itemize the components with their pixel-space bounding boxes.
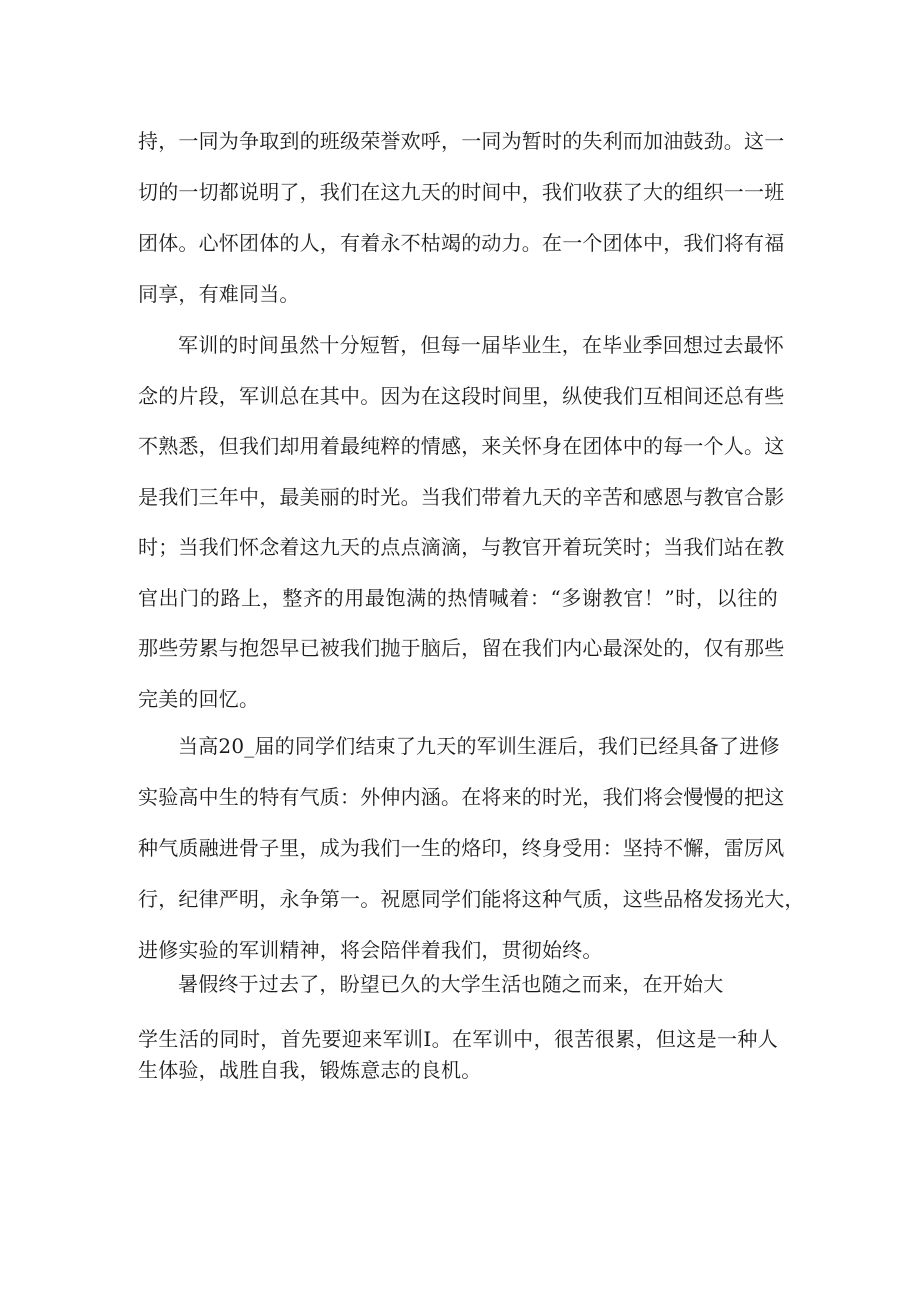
- paragraph-line: 学生活的同时，首先要迎来军训I。在军训中，很苦很累，但这是一种人: [138, 1027, 778, 1051]
- paragraph-line: 同享，有难同当。: [138, 282, 300, 306]
- paragraph-line: 暑假终于过去了，盼望已久的大学生活也随之而来，在开始大: [178, 972, 724, 996]
- paragraph-line: 军训的时间虽然十分短暂，但每一届毕业生，在毕业季回想过去最怀: [178, 333, 784, 357]
- paragraph-1: [138, 129, 785, 335]
- paragraph-line: 种气质融进骨子里，成为我们一生的烙印，终身受用：坚持不懈，雷厉风: [138, 836, 785, 860]
- paragraph-4: [138, 974, 778, 1080]
- paragraph-3: [138, 734, 805, 991]
- paragraph-line: 时；当我们怀念着这九天的点点滴滴，与教官开着玩笑时；当我们站在教: [138, 535, 785, 559]
- paragraph-line: 团体。心怀团体的人，有着永不枯竭的动力。在一个团体中，我们将有福: [138, 231, 785, 255]
- paragraph-line: 切的一切都说明了，我们在这九天的时间中，我们收获了大的组织一一班: [138, 180, 785, 204]
- paragraph-2: [138, 333, 785, 739]
- paragraph-line: 实验高中生的特有气质：外伸内涵。在将来的时光，我们将会慢慢的把这: [138, 785, 785, 809]
- paragraph-line: 持，一同为争取到的班级荣誉欢呼，一同为暂时的失利而加油鼓劲。这一: [138, 129, 785, 153]
- paragraph-line: 当高20_届的同学们结束了九天的军训生涯后，我们已经具备了进修: [178, 734, 780, 758]
- paragraph-line: 行，纪律严明，永争第一。祝愿同学们能将这种气质，这些品格发扬光大，: [138, 887, 805, 911]
- paragraph-line: 进修实验的军训精神，将会陪伴着我们，贯彻始终。: [138, 938, 603, 962]
- paragraph-line: 念的片段，军训总在其中。因为在这段时间里，纵使我们互相间还总有些: [138, 383, 785, 408]
- paragraph-line: 生体验，战胜自我，锻炼意志的良机。: [138, 1058, 482, 1082]
- paragraph-line: 完美的回忆。: [138, 686, 260, 711]
- paragraph-line: 那些劳累与抱怨早已被我们抛于脑后，留在我们内心最深处的，仅有那些: [138, 636, 785, 660]
- paragraph-line: 官出门的路上，整齐的用最饱满的热情喊着：“多谢教官！”时，以往的: [138, 585, 778, 610]
- paragraph-line: 不熟悉，但我们却用着最纯粹的情感，来关怀身在团体中的每一个人。这: [138, 434, 785, 458]
- paragraph-line: 是我们三年中，最美丽的时光。当我们带着九天的辛苦和感恩与教官合影: [138, 484, 785, 509]
